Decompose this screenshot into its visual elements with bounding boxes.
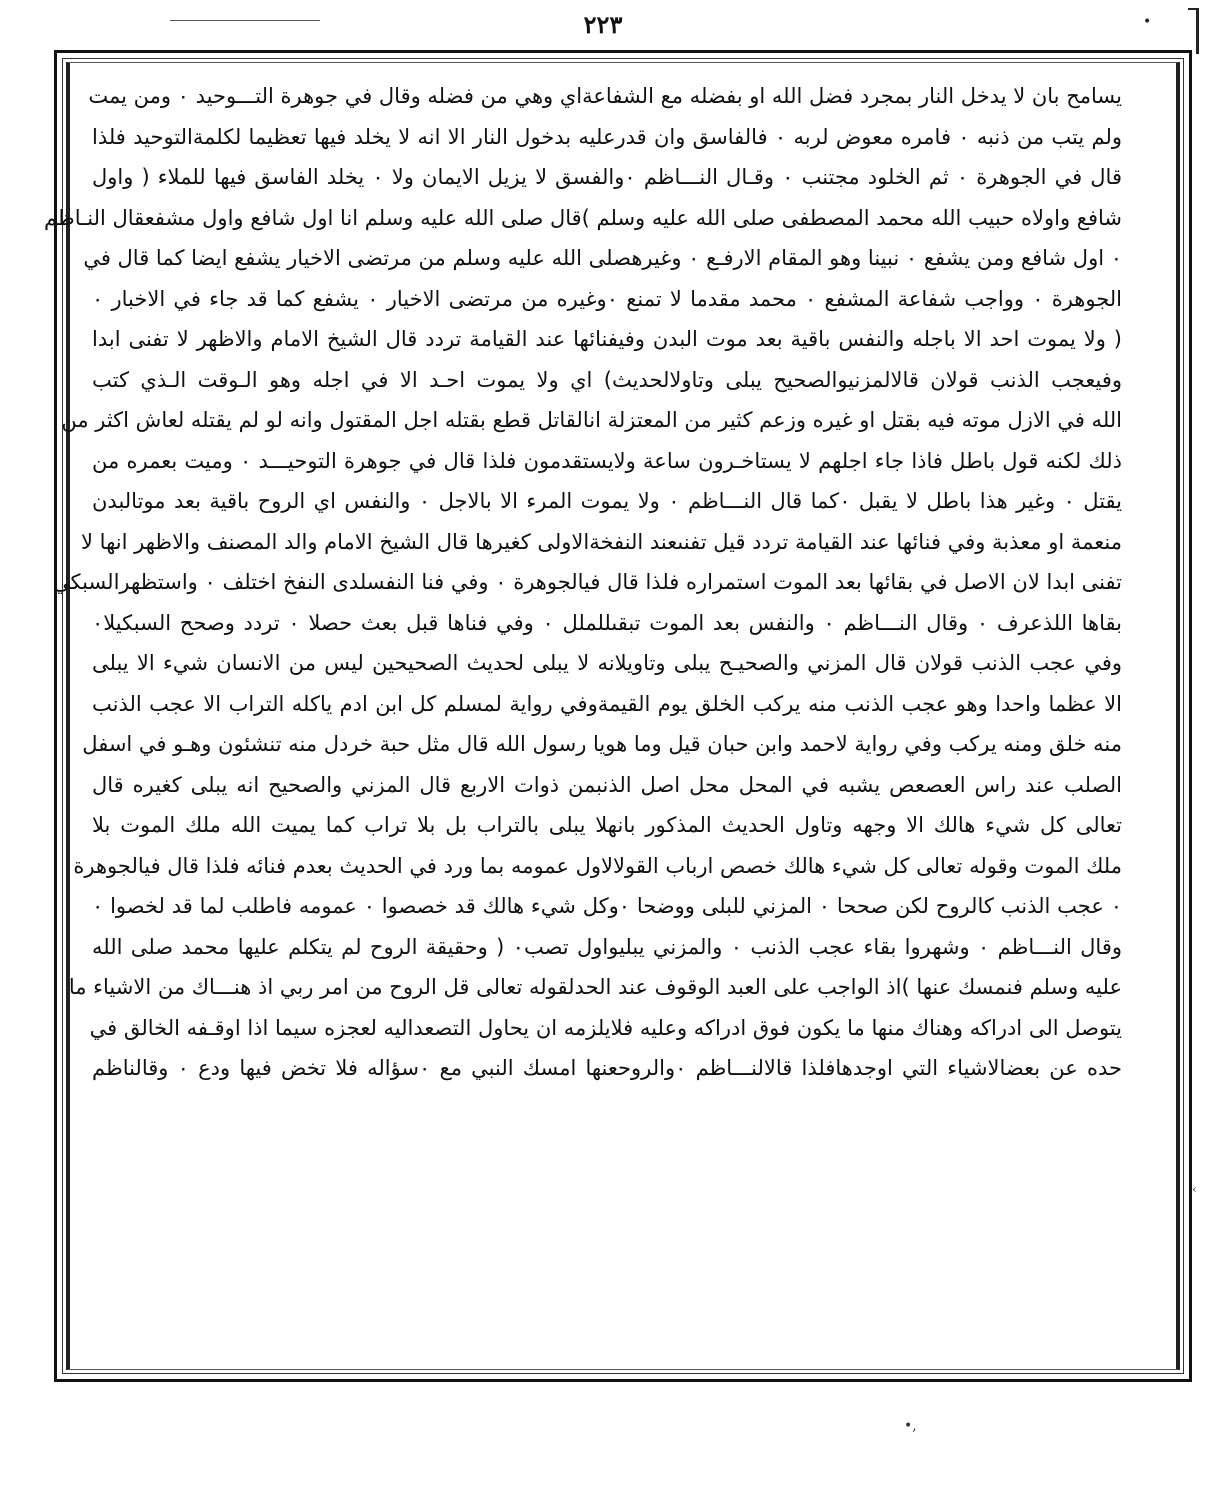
- text-line: شافع واولاه حبيب الله محمد المصطفى صلى الله عليه وسلم )قال صلى الله عليه وسلم انا اول شافع واول مشفعقال النـاظم: [44, 205, 1122, 230]
- text-line: يسامح بان لا يدخل النار بمجرد فضل الله او بفضله مع الشفاعةاي وهي من فضله وقال في جوهرة التـــوحيد ٠ ومن يمت: [88, 84, 1122, 108]
- text-line: بقاها اللذعرف ٠ وقال النـــاظم ٠ والنفس بعد الموت تبقىللملل ٠ وفي فناها قبل بعث حصلا ٠ تردد وصحح السبكيلا٠: [92, 610, 1122, 635]
- text-line: تعالى كل شيء هالك الا وجهه وتاول الحديث المذكور بانهلا يبلى بالتراب بل بلا تراب كما يميت الله ملك الموت بلا: [92, 813, 1122, 837]
- text-line: ملك الموت وقوله تعالى كل شيء هالك خصص ارباب القولالاول عمومه بما ورد في الحديث بعدم فنائه فلذا قال فيالجوهرة: [73, 853, 1122, 878]
- text-line: منعمة او معذبة وفي فنائها عند القيامة تردد قيل تفنىعند النفخةالاولى كغيرها قال الشيخ الامام والد المصنف والاظهر انها لا: [81, 529, 1122, 554]
- corner-mark: [1188, 8, 1199, 54]
- text-line: منه خلق ومنه يركب وفي رواية لاحمد وابن حبان قيل وما هويا رسول الله قال مثل حبة خردل منه تنشئون وهـو في اسفل: [82, 732, 1122, 756]
- text-line: ( ولا يموت احد الا باجله والنفس باقية بعد موت البدن وفيفنائها عند القيامة تردد قال الشيخ الامام والاظهر لا تفنى ابدا: [92, 327, 1122, 351]
- text-line: الا عظما واحدا وهو عجب الذنب منه يركب الخلق يوم القيمةوفي رواية لمسلم كل ابن ادم ياكله التراب الا عجب الذنب: [92, 691, 1122, 716]
- text-line: قال في الجوهرة ٠ ثم الخلود مجتنب ٠ وقـال النـــاظم ٠والفسق لا يزيل الايمان ولا ٠ يخلد الفاسق فيها للملاء ( واول: [92, 165, 1122, 189]
- text-line: وقال النـــاظم ٠ وشهروا بقاء عجب الذنب ٠ والمزني يبليواول تصب٠ ( وحقيقة الروح لم يتكلم عليها محمد صلى الله: [92, 934, 1122, 959]
- text-line: الجوهرة ٠ وواجب شفاعة المشفع ٠ محمد مقدما لا تمنع ٠وغيره من مرتضى الاخيار ٠ يشفع كما قد جاء في الاخبار ٠: [92, 286, 1122, 311]
- text-line: ذلك لكنه قول باطل فاذا جاء اجلهم لا يستاخـرون ساعة ولايستقدمون فلذا قال في جوهرة التوحيـــد ٠ وميت بعمره من: [92, 448, 1122, 473]
- corner-dot: •: [1143, 14, 1152, 30]
- text-line: ٠ عجب الذنب كالروح لكن صححا ٠ المزني للبلى ووضحا ٠وكل شيء هالك قد خصصوا ٠ عمومه فاطلب لما قد لخصوا ٠: [92, 894, 1122, 918]
- text-line: ٠ اول شافع ومن يشفع ٠ نبينا وهو المقام الارفـع ٠ وغيرهصلى الله عليه وسلم من مرتضى الاخيار يشفع ايضا كما قال في: [83, 246, 1122, 270]
- text-line: يقتل ٠ وغير هذا باطل لا يقبل ٠كما قال النـــاظم ٠ ولا يموت المرء الا بالاجل ٠ والنفس اي الروح باقية بعد موتالبدن: [92, 489, 1123, 513]
- body-text: [44, 76, 1123, 1089]
- margin-mark: ‹: [1192, 1182, 1197, 1196]
- text-line: ولم يتب من ذنبه ٠ فامره معوض لربه ٠ فالفاسق وان قدرعليه بدخول النار الا انه لا يخلد فيها تعظيما لكلمةالتوحيد فلذا: [92, 124, 1123, 149]
- text-line: يتوصل الى ادراكه وهناك منها ما يكون فوق ادراكه وعليه فلايلزمه ان يحاول التصعداليه لعجزه سيما اذا اوقـفه الخالق في: [89, 1015, 1122, 1040]
- text-line: تفنى ابدا لان الاصل في بقائها بعد الموت استمراره فلذا قال فيالجوهرة ٠ وفي فنا النفسلدى النفخ اختلف ٠ واستظهرالسبكي: [53, 570, 1122, 594]
- text-line: عليه وسلم فنمسك عنها )اذ الواجب على العبد الوقوف عند الحدلقوله تعالى قل الروح من امر ربي اذ هنـــاك من الاشياء ما: [68, 975, 1122, 999]
- text-line: وفي عجب الذنب قولان قال المزني والصحيـح يبلى وتاويلانه لا يبلى لحديث الصحيحين ليس من الانسان شيء الا يبلى: [92, 651, 1122, 675]
- bottom-mark: •,: [904, 1418, 917, 1434]
- text-line: حده عن بعضالاشياء التي اوجدهافلذا قالالنـــاظم ٠والروحعنها امسك النبي مع ٠سؤاله فلا تخض فيها ودع ٠ وقالناظم: [92, 1056, 1122, 1080]
- text-line: الصلب عند راس العصعص يشبه في المحل محل اصل الذنبمن ذوات الاربع قال المزني والصحيح انه يبلى كغيره قال: [92, 772, 1122, 797]
- text-line: وفيعجب الذنب قولان قالالمزنيوالصحيح يبلى وتاولالحديث) اي ولا يموت احـد الا في اجله وهو الـوقت الـذي كتب: [92, 367, 1122, 392]
- page-number: ٢٢٣: [583, 10, 623, 39]
- text-line: الله في الازل موته فيه بقتل او غيره وزعم كثير من المعتزلة انالقاتل قطع بقتله اجل المقتول وانه لو لم يقتله لعاش اكثر من: [61, 408, 1122, 432]
